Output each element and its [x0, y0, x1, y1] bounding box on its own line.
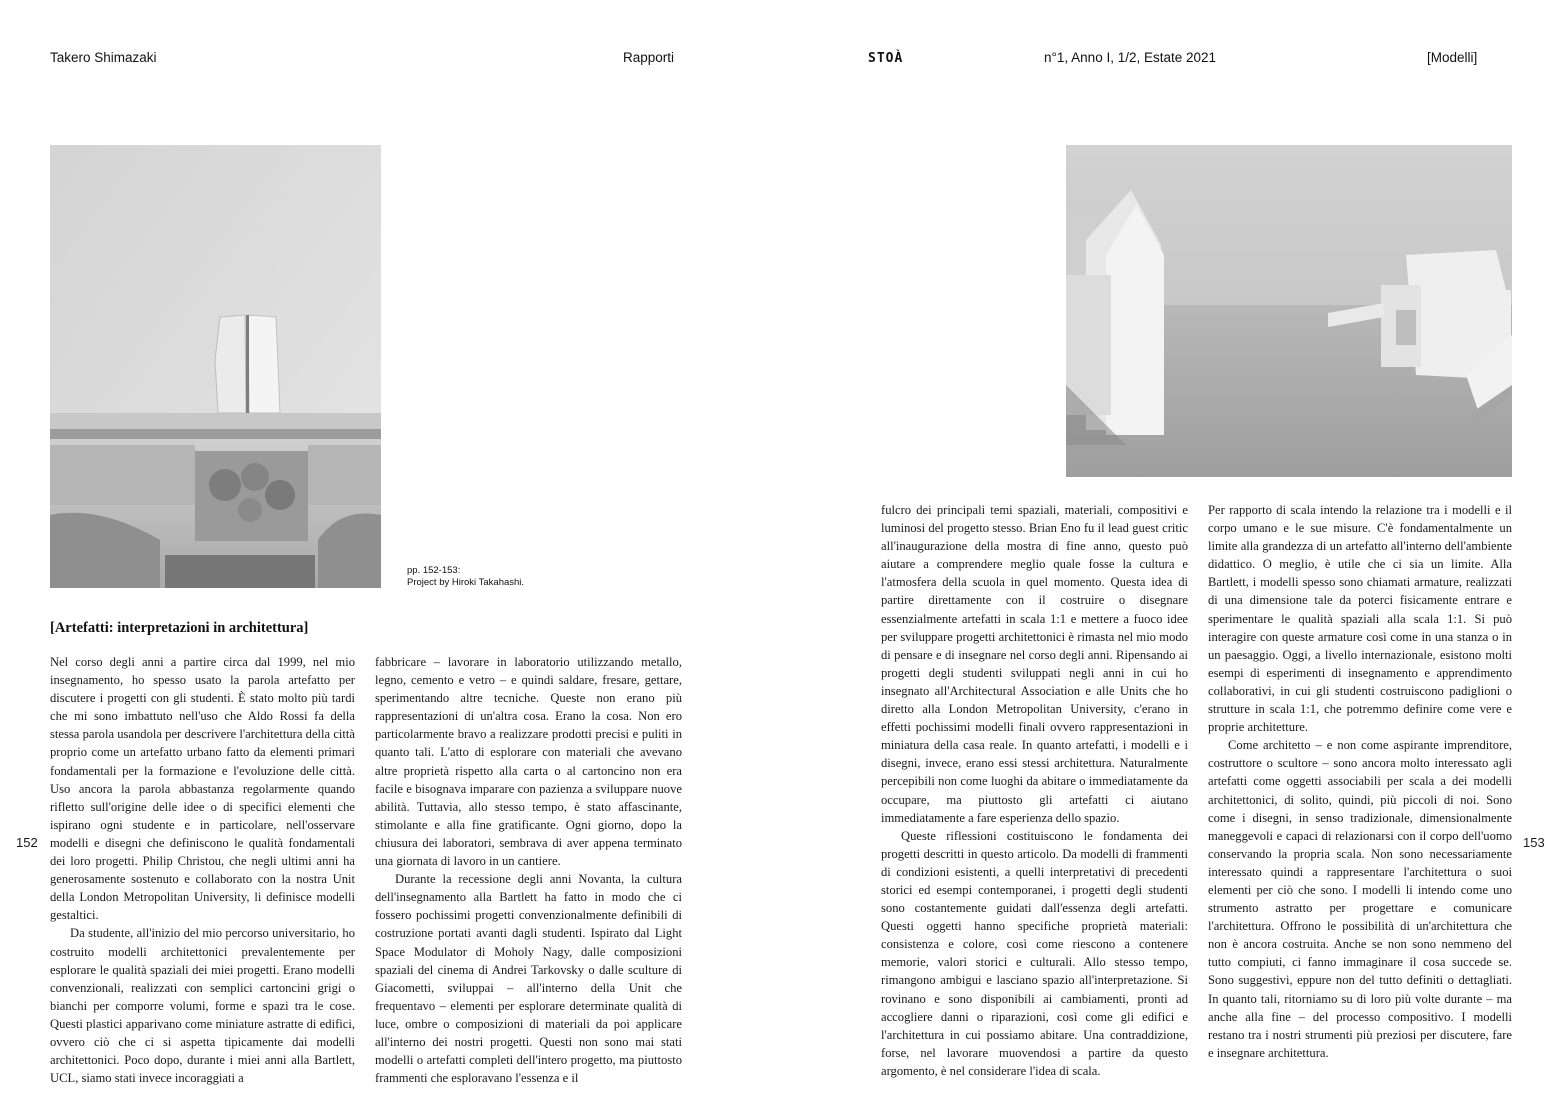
header-issue: n°1, Anno I, 1/2, Estate 2021	[1044, 50, 1217, 65]
page-number-right: 153	[1523, 835, 1545, 850]
header-author: Takero Shimazaki	[50, 50, 157, 65]
caption-pages: pp. 152-153:	[407, 565, 461, 576]
paragraph: fabbricare – lavorare in laboratorio utilizzando metallo, legno, cemento e vetro – e quindi saldare, fresare, gettare, sperimentando altre tecniche. Queste non erano più rappresentazioni di un'altra cosa. Erano la cosa. Non ero particolarmente bravo a realizzare prodotti precisi e puliti in quanto tali. L'atto di esplorare con materiali che avevano altre proprietà rispetto alla carta o al cartoncino non era facile e bisognava imparare con pazienza a sviluppare nuove abilità. Tuttavia, allo stesso tempo, è stato affascinante, stimolante e alla fine gratificante. Ogni giorno, dopo la chiusura dei laboratori, sembrava di aver appena terminato una giornata di lavoro in un cantiere.	[375, 655, 682, 869]
photo-white-models	[1066, 145, 1512, 477]
header-category: [Modelli]	[1427, 50, 1478, 65]
paragraph: Per rapporto di scala intendo la relazione tra i modelli e il corpo umano e le sue misure. C'è fondamentalmente un limite alla grandezza di un artefatto all'interno dell'ambiente didattico. O meglio, è utile che ci sia un limite. Alla Bartlett, i modelli spesso sono chiamati armature, realizzati di una dimensione tale da poterci fisicamente entrare e sperimentare le qualità spaziali alla scala 1:1. Si può interagire con queste armature così come in una stanza o in un paesaggio. Oggi, a livello internazionale, esistono molti esempi di esperimenti di insegnamento e apprendimento collaborativi, in cui gli studenti costruiscono padiglioni o strutture in scala 1:1, che potremmo definire come vere e proprie architetture.	[1208, 503, 1512, 735]
journal-logo: STOÀ	[868, 51, 904, 66]
paragraph: Durante la recessione degli anni Novanta, la cultura dell'insegnamento alla Bartlett ha fatto in modo che ci fossero pochissimi progetti convenzionalmente definibili di costruzione portati avanti dagli studenti. Ispirato dal Light Space Modulator di Moholy Nagy, dalle composizioni spaziali del cinema di Andrei Tarkovsky o dalle sculture di Giacometti, sviluppai – all'interno della Unit che frequentavo – elementi per esplorare determinate qualità di luce, ombre o composizioni di materiali da poi applicare all'interno dei nostri progetti. Questi non sono mai stati modelli o artefatti completi dell'intero progetto, ma piuttosto frammenti che esploravano l'essenza e il	[375, 872, 682, 1086]
figure-caption	[407, 565, 524, 589]
header-section: Rapporti	[623, 50, 675, 65]
caption-credit: Project by Hiroki Takahashi.	[407, 577, 525, 588]
article-title: [Artefatti: interpretazioni in architettura]	[50, 620, 309, 636]
article-column-1	[50, 653, 355, 1087]
paragraph: Da studente, all'inizio del mio percorso universitario, ho costruito modelli architettonici prevalentemente per esplorare le qualità spaziali dei miei progetti. Erano modelli convenzionali, realizzati con semplici cartoncini grigi o bianchi per comporre volumi, forme e spazi tra le cose. Questi plastici apparivano come miniature astratte di edifici, ovvero ciò che ci si aspetta tipicamente dai modelli architettonici. Poco dopo, durante i miei anni alla Bartlett, UCL, siamo stati invece incoraggiati a	[50, 926, 355, 1086]
paragraph: fulcro dei principali temi spaziali, materiali, compositivi e luminosi del progetto stesso. Brian Eno fu il lead guest critic all'inaugurazione della mostra di fine anno, questo può aiutare a comprendere meglio quale fosse la cultura e l'atmosfera della scuola in quel momento. Questa idea di partire direttamente con il costruire o disegnare essenzialmente artefatti in scala 1:1 e mettere a fuoco idee per sviluppare progetti architettonici è rimasta nel mio modo di pensare e di insegnare nel corso degli anni. Ripensando ai progetti degli studenti sviluppati negli anni in cui ho insegnato all'Architectural Association e alle Units che ho diretto alla London Metropolitan University, c'erano in effetti pochissimi modelli finali ovvero rappresentazioni in miniatura della casa reale. In quanto artefatti, i modelli e i disegni, invece, erano essi stessi architettura. Naturalmente percepibili non come luoghi da abitare o immediatamente da occupare, ma piuttosto gli artefatti ci aiutano immediatamente a fare esperienza dello spazio.	[881, 503, 1188, 825]
article-column-4	[1208, 501, 1512, 1062]
photo-fireplace-model	[50, 145, 381, 588]
article-column-2	[375, 653, 682, 1087]
paragraph: Queste riflessioni costituiscono le fondamenta dei progetti descritti in questo articolo. Da modelli di frammenti di condizioni esistenti, a quelli interpretativi di precedenti storici ed esempi contemporanei, i progetti degli studenti sono costantemente guidati dall'essenza degli artefatti. Questi oggetti hanno specifiche proprietà materiali: consistenza e colore, così come riescono a contenere memorie, valori storici e culturali. Allo stesso tempo, rimangono ambigui e lasciano spazio all'interpretazione. Si rovinano e sono disponibili ai cambiamenti, pronti ad accogliere danni o riparazioni, così come gli edifici e l'architettura in cui possiamo abitare. Una contraddizione, forse, nel lavorare muovendosi a partire da questo argomento, è nel considerare l'idea di scala.	[881, 828, 1188, 1078]
paragraph: Come architetto – e non come aspirante imprenditore, costruttore o scultore – sono ancora molto interessato agli artefatti come oggetti associabili per scala a dei modelli architettonici, di solito, quindi, più piccoli di noi. Sono come i disegni, in senso tradizionale, dimensionalmente maneggevoli e capaci di relazionarsi con il corpo dell'uomo conservando la propria scala. Non sono necessariamente interessato quindi a rappresentare l'architettura o suoi elementi per ciò che sono. I modelli li intendo come uno strumento astratto per progettare e comunicare l'architettura. Offrono le possibilità di un'architettura che non è ancora costruita. Anche se non sono nemmeno del tutto compiuti, ci fanno immaginare il cosa succede se. Sono suggestivi, eppure non del tutto definiti o dettagliati. In quanto tali, ritorniamo su di loro più volte durante – ma anche alla fine – del processo compositivo. I modelli restano tra i nostri strumenti più preziosi per discutere, fare e insegnare architettura.	[1208, 738, 1512, 1060]
page-number-left: 152	[16, 835, 38, 850]
article-column-3	[881, 501, 1188, 1080]
paragraph: Nel corso degli anni a partire circa dal 1999, nel mio insegnamento, ho spesso usato la parola artefatto per discutere i progetti con gli studenti. È stato molto più tardi che mi sono imbattuto nell'uso che Aldo Rossi fa della stessa parola usandola per descrivere l'architettura della città proprio come un artefatto urbano fatto da elementi primari fondamentali per la formazione e l'evoluzione delle città. Uso ancora la parola abbastanza regolarmente quando rifletto sull'origine delle idee o di specifici elementi che ispirano ogni studente e in particolare, nell'osservare modelli e disegni che definiscono le qualità fondamentali dei loro progetti. Philip Christou, che negli ultimi anni ha generosamente sostenuto e collaborato con la nostra Unit della London Metropolitan University, li definisce modelli gestaltici.	[50, 655, 355, 923]
